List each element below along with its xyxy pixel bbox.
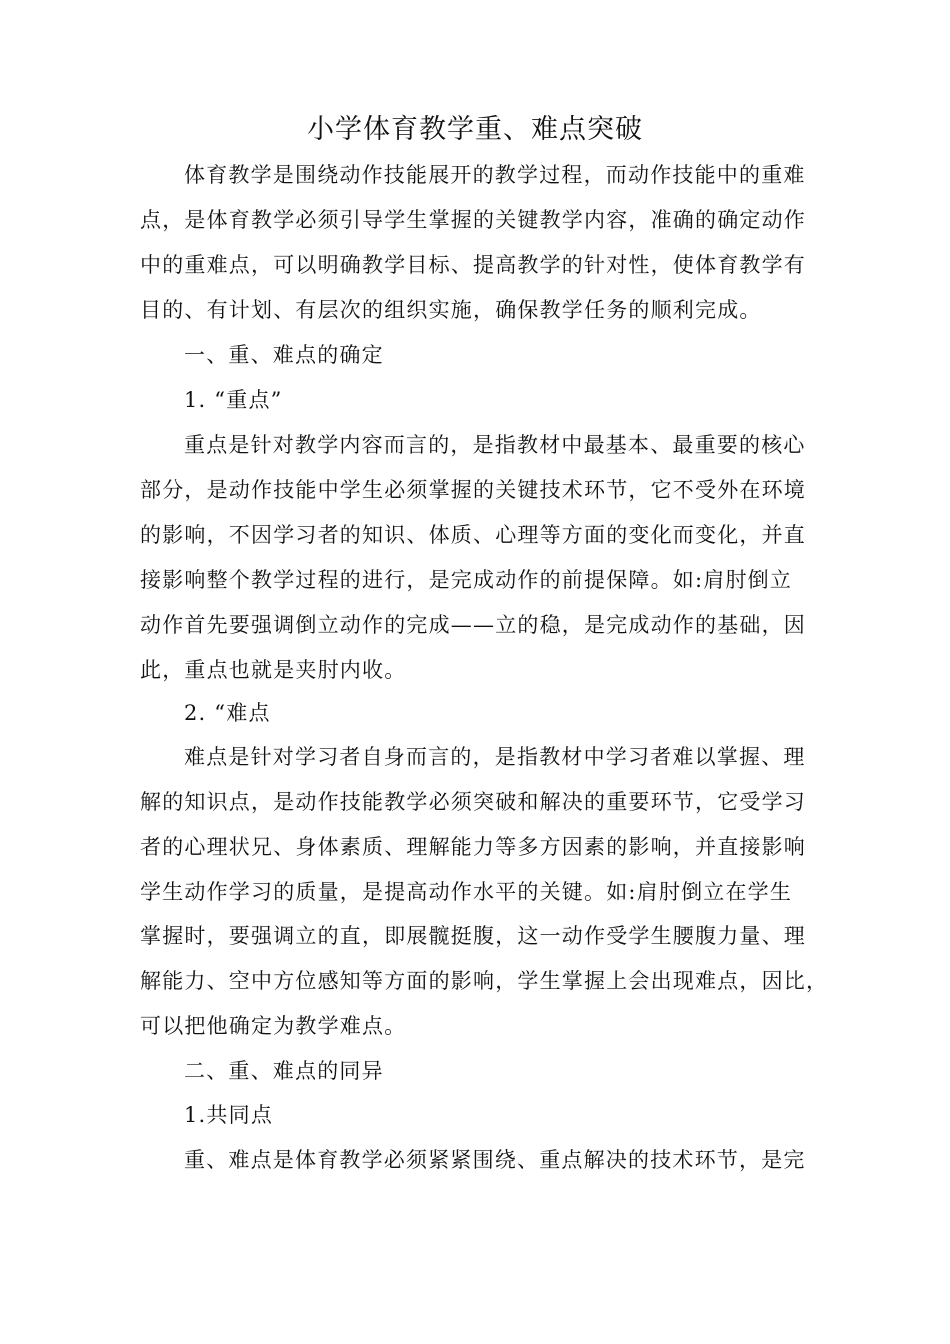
subsection-heading: 1.共同点 <box>184 1103 274 1127</box>
paragraph-line: 点，是体育教学必须引导学生掌握的关键教学内容，准确的确定动作 <box>140 208 806 232</box>
paragraph-line: 部分，是动作技能中学生必须掌握的关键技术环节，它不受外在环境 <box>140 478 806 502</box>
subsection-heading: 2. “难点 <box>184 701 271 725</box>
subsection-heading: 1. “重点” <box>184 388 283 412</box>
paragraph-line: 可以把他确定为教学难点。 <box>140 1014 407 1038</box>
paragraph-line: 难点是针对学习者自身而言的，是指教材中学习者难以掌握、理 <box>184 745 806 769</box>
section-heading: 一、重、难点的确定 <box>184 343 384 367</box>
paragraph-line: 动作首先要强调倒立动作的完成——立的稳，是完成动作的基础，因 <box>140 613 806 637</box>
paragraph-line: 解的知识点，是动作技能教学必须突破和解决的重要环节，它受学习 <box>140 790 806 814</box>
paragraph-line: 接影响整个教学过程的进行，是完成动作的前提保障。如:肩肘倒立 <box>140 568 793 592</box>
paragraph-line: 的影响，不因学习者的知识、体质、心理等方面的变化而变化，并直 <box>140 523 806 547</box>
paragraph-line: 学生动作学习的质量，是提高动作水平的关键。如:肩肘倒立在学生 <box>140 880 793 904</box>
paragraph-line: 解能力、空中方位感知等方面的影响，学生掌握上会出现难点，因比， <box>140 969 829 993</box>
paragraph-line: 中的重难点，可以明确教学目标、提高教学的针对性，使体育教学有 <box>140 253 806 277</box>
paragraph-line: 重、难点是体育教学必须紧紧围绕、重点解决的技术环节，是完 <box>184 1148 806 1172</box>
paragraph-line: 掌握时，要强调立的直，即展髋挺腹，这一动作受学生腰腹力量、理 <box>140 924 806 948</box>
document-title: 小学体育教学重、难点突破 <box>307 114 643 145</box>
paragraph-line: 目的、有计划、有层次的组织实施，确保教学任务的顺利完成。 <box>140 298 762 322</box>
paragraph-line: 者的心理状兄、身体素质、理解能力等多方因素的影响，并直接影响 <box>140 835 806 859</box>
paragraph-line: 体育教学是围绕动作技能展开的教学过程，而动作技能中的重难 <box>184 163 806 187</box>
paragraph-line: 此，重点也就是夹肘内收。 <box>140 658 407 682</box>
section-heading: 二、重、难点的同异 <box>184 1059 384 1083</box>
paragraph-line: 重点是针对教学内容而言的，是指教材中最基本、最重要的核心 <box>184 433 806 457</box>
